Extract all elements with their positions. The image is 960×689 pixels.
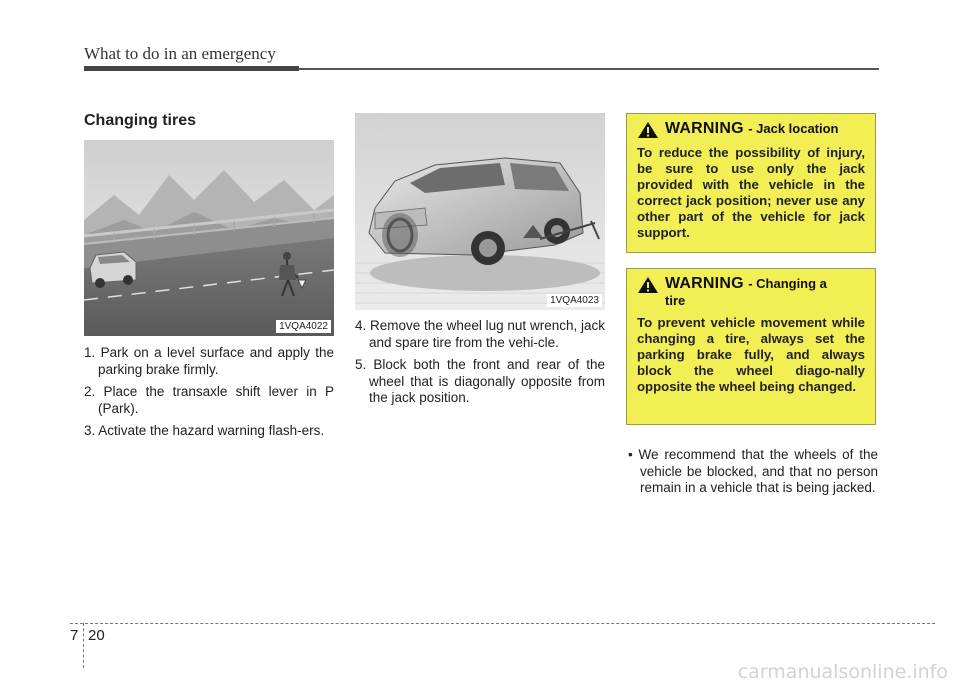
note-paragraph <box>626 447 878 497</box>
page-number: 20 <box>88 627 105 644</box>
warning-triangle-icon <box>637 121 659 139</box>
page-header-title: What to do in an emergency <box>84 44 276 63</box>
footer-rule <box>70 623 935 624</box>
step-item: 2. Place the transaxle shift lever in P (Park). <box>84 384 334 416</box>
steps-list-col2 <box>355 318 605 413</box>
roadside-illustration <box>84 140 334 336</box>
watermark: carmanualsonline.info <box>737 661 948 683</box>
footer-divider <box>83 623 84 668</box>
warning-triangle-icon <box>637 276 659 294</box>
warning-header <box>637 120 865 139</box>
warning-label: WARNING <box>665 120 744 137</box>
steps-list-col1 <box>84 345 334 446</box>
image-code-2: 1VQA4023 <box>547 294 602 307</box>
jacked-car-illustration <box>355 113 605 310</box>
note-text: We recommend that the wheels of the vehicle be blocked, and that no person remain in a vehicle that is being jacked. <box>638 447 878 495</box>
warning-box-jack-location <box>626 113 876 253</box>
step-item: 1. Park on a level surface and apply the parking brake firmly. <box>84 345 334 377</box>
jacked-car-illustration-graphic <box>355 113 605 310</box>
warning-header <box>637 275 865 309</box>
step-item: 5. Block both the front and rear of the wheel that is diagonally opposite from the jack position. <box>355 357 605 405</box>
step-item: 4. Remove the wheel lug nut wrench, jack and spare tire from the vehi-cle. <box>355 318 605 350</box>
roadside-illustration-graphic <box>84 140 334 336</box>
warning-box-changing-tire <box>626 268 876 425</box>
header-rule-accent <box>84 66 299 71</box>
note-bullet: • <box>628 447 633 462</box>
step-item: 3. Activate the hazard warning flash-ers. <box>84 423 325 438</box>
chapter-number: 7 <box>70 627 79 644</box>
image-code-1: 1VQA4022 <box>276 320 331 333</box>
section-title: Changing tires <box>84 112 197 129</box>
warning-body: To reduce the possibility of injury, be sure to use only the jack provided with the vehicle in the correct jack position; never use any other part of the vehicle for jack support. <box>637 145 865 240</box>
warning-subtitle: - Jack location <box>748 121 839 136</box>
warning-body: To prevent vehicle movement while changing a tire, always set the parking brake fully, and always block the wheel diago-nally opposite the wheel being changed. <box>637 315 865 394</box>
warning-subtitle: - Changing a tire <box>665 276 827 308</box>
warning-label: WARNING <box>665 275 744 292</box>
